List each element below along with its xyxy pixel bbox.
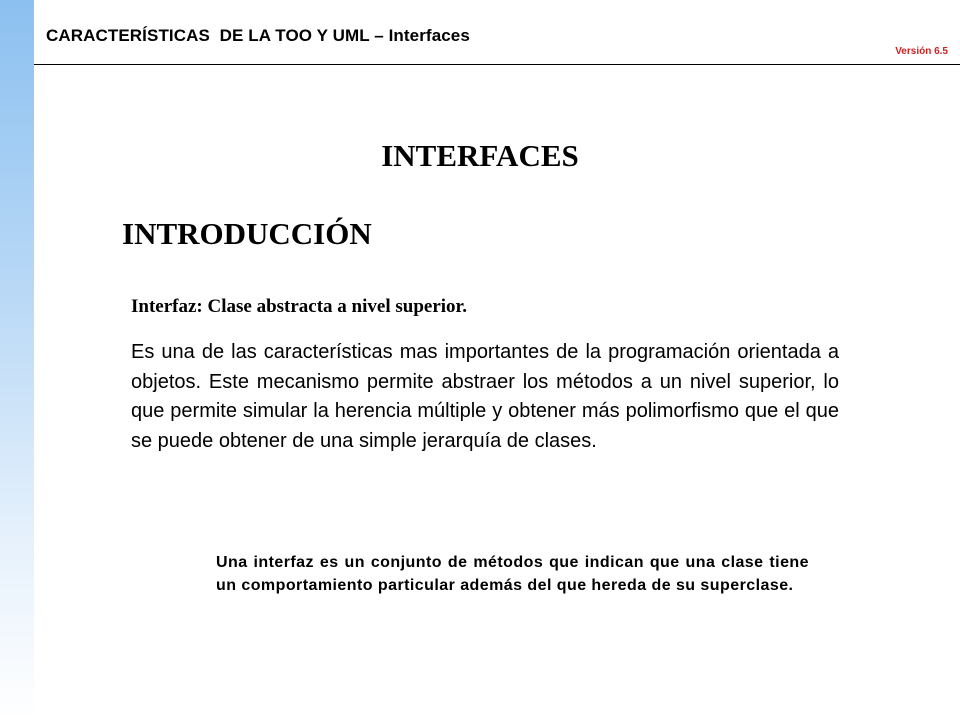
- interface-note: Una interfaz es un conjunto de métodos que indican que una clase tiene un comportamiento particular además del que hereda de su superclase.: [216, 554, 809, 594]
- section-title: INTRODUCCIÓN: [122, 216, 372, 251]
- page-title: INTERFACES: [381, 138, 579, 173]
- version-label: Versión 6.5: [895, 46, 948, 57]
- header-title: CARACTERÍSTICAS DE LA TOO Y UML – Interfaces: [46, 26, 470, 45]
- header-divider: [34, 64, 960, 65]
- side-gradient-bar: [0, 0, 34, 720]
- intro-paragraph: Es una de las características mas importantes de la programación orientada a objetos. Este mecanismo permite abstraer los métodos a un nivel superior, lo que permite simular la herencia múltiple y obtener más polimorfismo que el que se puede obtener de una simple jerarquía de clases.: [131, 341, 839, 452]
- definition-text: Interfaz: Clase abstracta a nivel superior.: [131, 296, 467, 317]
